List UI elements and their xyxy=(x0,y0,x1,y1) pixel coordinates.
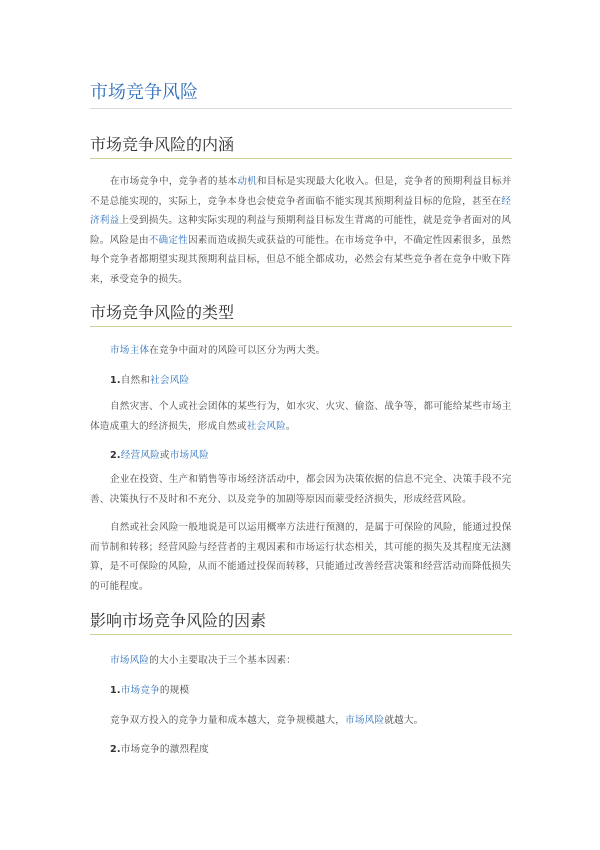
text-segment: 或 xyxy=(159,450,170,461)
text-segment: 就越大。 xyxy=(384,715,424,726)
definition-paragraph xyxy=(90,172,514,289)
factor-item-1-paragraph xyxy=(110,712,423,726)
item-number: 2. xyxy=(110,744,121,755)
text-segment: 因素而造成损失或获益的可能性。在市场竞争中，不确定性因素很多，虽然每个竞争者都期望实现其预期利益目标，但总不能全都成功，必然会有某些竞争者在竞争中败下阵来，承受竞争的损失。 xyxy=(90,234,512,285)
text-segment: 在竞争中面对的风险可以区分为两大类。 xyxy=(149,345,326,356)
link-motive[interactable]: 动机 xyxy=(237,176,257,187)
type-item-1-paragraph xyxy=(90,397,514,436)
type-item-2-paragraph: 企业在投资、生产和销售等市场经济活动中，都会因为决策依据的信息不完全、决策手段不完善、决策执行不及时和不充分、以及竞争的加剧等原因而蒙受经济损失，形成经营风险。 xyxy=(90,474,512,505)
text-segment: 上受到损失。这种实际实现的利益与预期利益目标发生背离的可能性，就是竞争者面对的风险。风险是由 xyxy=(90,215,512,246)
factor-item-2 xyxy=(110,741,209,755)
section-heading-definition: 市场竞争风险的内涵 xyxy=(90,135,235,154)
item-number: 2. xyxy=(110,450,121,461)
link-market-risk[interactable]: 市场风险 xyxy=(169,450,209,461)
link-business-risk[interactable]: 经营风险 xyxy=(120,450,160,461)
link-market-risk-3[interactable]: 市场风险 xyxy=(345,715,385,726)
link-social-risk[interactable]: 社会风险 xyxy=(150,375,190,386)
types-intro xyxy=(110,342,325,356)
text-segment: 自然灾害、个人或社会团体的某些行为，如水灾、火灾、偷盗、战争等，都可能给某些市场主体造成重大的经济损失，形成自然或 xyxy=(90,401,512,432)
link-market-competition[interactable]: 市场竞争 xyxy=(120,685,160,696)
text-segment: 的规模 xyxy=(159,685,190,696)
section-divider xyxy=(90,158,512,159)
link-market-entity[interactable]: 市场主体 xyxy=(110,345,150,356)
type-item-2 xyxy=(110,447,209,461)
page-title: 市场竞争风险 xyxy=(90,82,198,103)
link-uncertainty[interactable]: 不确定性 xyxy=(148,234,188,246)
item-number: 1. xyxy=(110,685,121,696)
text-segment: 。 xyxy=(285,420,296,432)
link-market-risk-2[interactable]: 市场风险 xyxy=(110,655,150,666)
text-segment: 市场竞争的激烈程度 xyxy=(120,744,209,755)
link-economic-interest[interactable]: 经济利益 xyxy=(90,195,512,226)
section-heading-types: 市场竞争风险的类型 xyxy=(90,303,235,322)
section-divider xyxy=(90,326,512,327)
insurability-paragraph: 自然或社会风险一般地说是可以运用概率方法进行预测的，是属于可保险的风险，能通过投保而节制和转移；经营风险与经营者的主观因素和市场运行状态相关，其可能的损失及其程度无法测算，是不可保险的风险，从而不能通过投保而转移，只能通过改善经营决策和经营活动而降低损失的可能程度。 xyxy=(90,522,512,592)
link-social-risk-2[interactable]: 社会风险 xyxy=(246,420,286,432)
factor-item-1 xyxy=(110,682,189,696)
factors-intro xyxy=(110,652,296,666)
type-item-1 xyxy=(110,372,189,386)
text-segment: 竞争双方投入的竞争力量和成本越大，竞争规模越大， xyxy=(110,715,346,726)
text-segment: 的大小主要取决于三个基本因素： xyxy=(149,655,297,666)
text-segment: 在市场竞争中，竞争者的基本 xyxy=(110,176,238,187)
section-heading-factors: 影响市场竞争风险的因素 xyxy=(90,611,267,630)
text-segment: 自然和 xyxy=(120,375,151,386)
text-segment: 和目标是实现最大化收入。但是，竞争者的预期利益目标并不是总能实现的，实际上，竞争本身也会使竞争者面临不能实现其预期利益目标的危险，甚至在 xyxy=(90,176,512,207)
section-divider xyxy=(90,634,512,635)
title-divider xyxy=(90,108,512,109)
item-number: 1. xyxy=(110,375,121,386)
